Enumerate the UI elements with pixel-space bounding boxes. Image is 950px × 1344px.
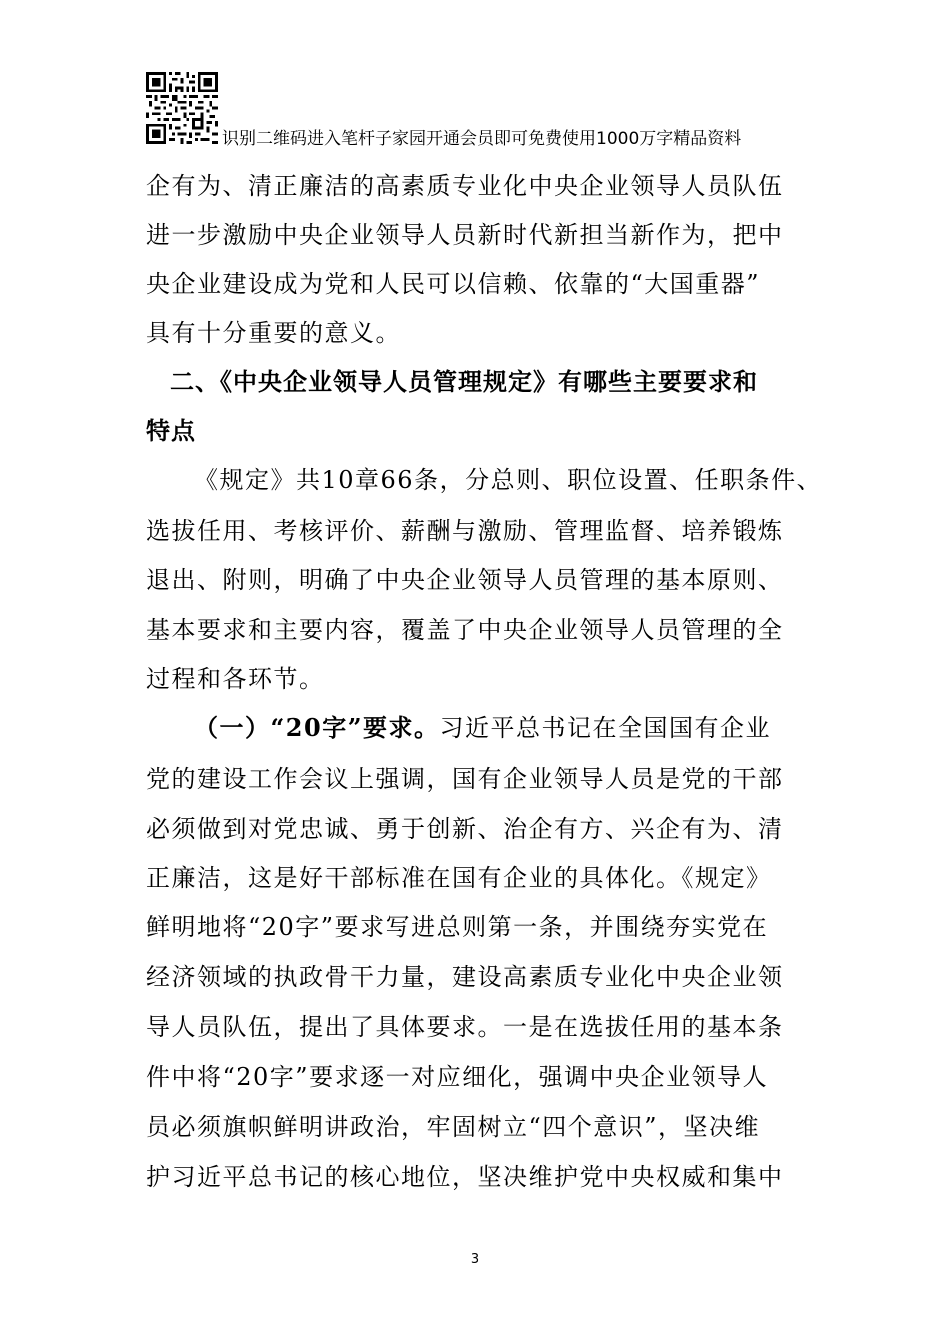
page-number: 3: [470, 1252, 480, 1267]
subsection-lead: （一）“20字”要求。: [194, 713, 440, 742]
paragraph-line: 鲜明地将“20字”要求写进总则第一条，并围绕夯实党在: [146, 913, 769, 941]
paragraph-line: 党的建设工作会议上强调，国有企业领导人员是党的干部: [146, 765, 784, 793]
paragraph-line: 员必须旗帜鲜明讲政治，牢固树立“四个意识”，坚决维: [146, 1113, 761, 1141]
paragraph-line: 过程和各环节。: [146, 665, 325, 693]
paragraph-line: 具有十分重要的意义。: [146, 319, 401, 347]
paragraph-line: 《规定》共10章66条，分总则、职位设置、任职条件、: [194, 466, 823, 494]
paragraph-line: 经济领域的执政骨干力量，建设高素质专业化中央企业领: [146, 963, 784, 991]
section-heading: 特点: [146, 417, 196, 445]
paragraph-line: 选拔任用、考核评价、薪酬与激励、管理监督、培养锻炼: [146, 517, 784, 545]
paragraph-line: 导人员队伍，提出了具体要求。一是在选拔任用的基本条: [146, 1013, 784, 1041]
paragraph-line: 护习近平总书记的核心地位，坚决维护党中央权威和集中: [146, 1163, 784, 1191]
paragraph-first-line: [194, 712, 771, 744]
paragraph-line: 件中将“20字”要求逐一对应细化，强调中央企业领导人: [146, 1063, 769, 1091]
paragraph-line: 进一步激励中央企业领导人员新时代新担当新作为，把中: [146, 221, 784, 249]
section-heading: 二、《中央企业领导人员管理规定》有哪些主要要求和: [170, 368, 758, 396]
qr-promo-text: 识别二维码进入笔杆子家园开通会员即可免费使用1000万字精品资料: [222, 129, 742, 149]
paragraph-line: 必须做到对党忠诚、勇于创新、治企有方、兴企有为、清: [146, 815, 784, 843]
paragraph-line: 退出、附则，明确了中央企业领导人员管理的基本原则、: [146, 566, 784, 594]
paragraph-line: 正廉洁，这是好干部标准在国有企业的具体化。《规定》: [146, 864, 772, 892]
paragraph-line: 央企业建设成为党和人民可以信赖、依靠的“大国重器”: [146, 270, 761, 298]
paragraph-line: 企有为、清正廉洁的高素质专业化中央企业领导人员队伍: [146, 172, 784, 200]
paragraph-line: 基本要求和主要内容，覆盖了中央企业领导人员管理的全: [146, 616, 784, 644]
qr-code-icon[interactable]: [146, 72, 218, 144]
qr-code-graphic: [146, 72, 218, 144]
paragraph-text: 习近平总书记在全国国有企业: [439, 714, 772, 742]
